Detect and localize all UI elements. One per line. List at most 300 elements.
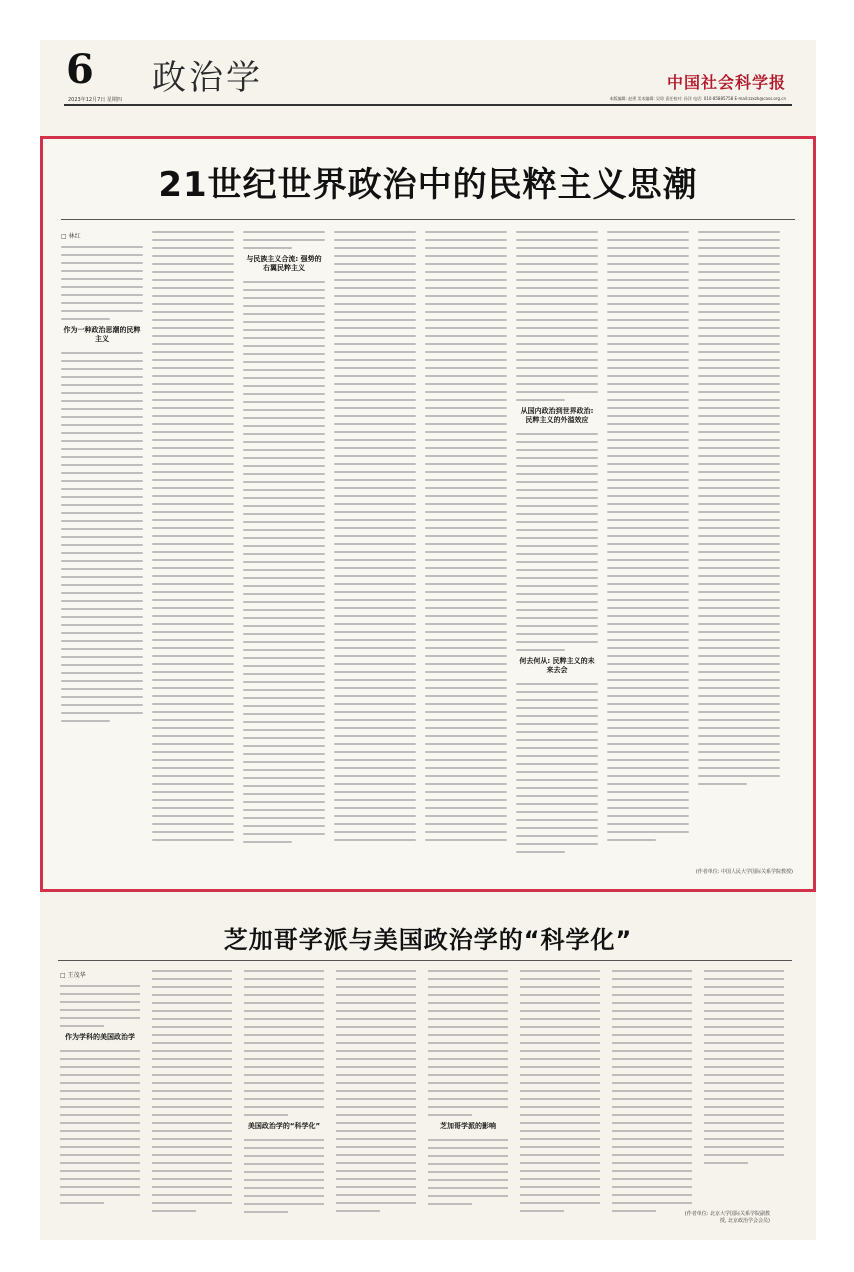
text-line	[243, 761, 325, 763]
text-line	[425, 239, 507, 241]
text-line	[334, 775, 416, 777]
text-line	[334, 575, 416, 577]
text-line	[152, 1178, 232, 1180]
text-line	[61, 472, 143, 474]
text-line	[60, 1017, 140, 1019]
text-line	[152, 711, 234, 713]
text-line	[336, 1106, 416, 1108]
text-line	[520, 1018, 600, 1020]
text-line	[152, 791, 234, 793]
text-line	[698, 495, 780, 497]
text-line	[334, 831, 416, 833]
text-line	[336, 978, 416, 980]
text-line	[243, 289, 325, 291]
text-line	[152, 759, 234, 761]
text-line	[612, 1130, 692, 1132]
text-line	[336, 1122, 416, 1124]
text-line	[698, 447, 780, 449]
text-line	[152, 1146, 232, 1148]
text-line	[516, 481, 598, 483]
text-line	[334, 407, 416, 409]
text-line	[152, 295, 234, 297]
text-line	[698, 407, 780, 409]
text-line	[607, 351, 689, 353]
text-line	[152, 994, 232, 996]
text-line	[425, 303, 507, 305]
text-line	[425, 495, 507, 497]
text-line	[61, 480, 143, 482]
text-line	[612, 1002, 692, 1004]
text-line	[704, 1130, 784, 1132]
text-line	[612, 1074, 692, 1076]
text-line	[334, 367, 416, 369]
text-line	[243, 297, 325, 299]
text-line	[336, 970, 416, 972]
text-line	[607, 551, 689, 553]
text-line	[520, 1090, 600, 1092]
text-line	[334, 335, 416, 337]
text-line	[516, 433, 598, 435]
text-line	[244, 1114, 288, 1116]
text-line	[334, 703, 416, 705]
text-line	[607, 279, 689, 281]
text-line	[698, 247, 780, 249]
text-line	[334, 455, 416, 457]
text-line	[152, 327, 234, 329]
text-line	[152, 559, 234, 561]
text-line	[243, 801, 325, 803]
article-columns	[60, 970, 800, 1230]
text-line	[61, 664, 143, 666]
text-line	[698, 751, 780, 753]
text-line	[152, 735, 234, 737]
text-line	[336, 1018, 416, 1020]
text-line	[520, 1026, 600, 1028]
text-column	[698, 231, 780, 851]
text-line	[336, 1082, 416, 1084]
text-line	[334, 231, 416, 233]
text-line	[152, 1202, 232, 1204]
text-line	[336, 1034, 416, 1036]
text-line	[243, 329, 325, 331]
text-line	[607, 359, 689, 361]
text-line	[698, 783, 747, 785]
text-line	[334, 647, 416, 649]
text-line	[516, 715, 598, 717]
text-line	[425, 511, 507, 513]
text-line	[152, 783, 234, 785]
text-line	[243, 497, 325, 499]
text-line	[152, 1058, 232, 1060]
text-line	[425, 479, 507, 481]
text-line	[244, 1203, 324, 1205]
text-line	[698, 375, 780, 377]
text-line	[516, 279, 598, 281]
text-line	[334, 239, 416, 241]
text-line	[425, 687, 507, 689]
text-line	[244, 1106, 324, 1108]
text-line	[607, 775, 689, 777]
text-line	[516, 617, 598, 619]
text-line	[607, 575, 689, 577]
text-line	[698, 671, 780, 673]
text-line	[698, 327, 780, 329]
text-line	[607, 479, 689, 481]
text-line	[698, 631, 780, 633]
text-line	[244, 1082, 324, 1084]
text-line	[244, 1090, 324, 1092]
text-line	[244, 1211, 288, 1213]
text-line	[698, 471, 780, 473]
text-line	[516, 561, 598, 563]
text-line	[243, 409, 325, 411]
text-line	[336, 1146, 416, 1148]
text-line	[152, 303, 234, 305]
text-line	[607, 751, 689, 753]
text-line	[334, 495, 416, 497]
text-line	[425, 375, 507, 377]
text-line	[334, 583, 416, 585]
text-line	[698, 399, 780, 401]
text-line	[334, 655, 416, 657]
text-line	[243, 481, 325, 483]
text-line	[520, 1186, 600, 1188]
text-line	[61, 368, 143, 370]
text-line	[607, 407, 689, 409]
text-line	[704, 1098, 784, 1100]
text-line	[152, 471, 234, 473]
text-line	[607, 519, 689, 521]
text-line	[243, 649, 325, 651]
text-line	[243, 369, 325, 371]
text-line	[152, 1042, 232, 1044]
text-line	[60, 1066, 140, 1068]
text-line	[516, 375, 598, 377]
text-line	[336, 1210, 380, 1212]
text-line	[334, 383, 416, 385]
text-line	[334, 631, 416, 633]
text-line	[244, 1066, 324, 1068]
text-line	[152, 359, 234, 361]
masthead-rule	[64, 104, 792, 106]
text-line	[60, 993, 140, 995]
text-line	[698, 479, 780, 481]
text-line	[607, 647, 689, 649]
text-line	[612, 1026, 692, 1028]
text-line	[243, 689, 325, 691]
text-line	[425, 639, 507, 641]
text-line	[698, 679, 780, 681]
text-line	[516, 351, 598, 353]
text-line	[61, 600, 143, 602]
text-line	[243, 817, 325, 819]
text-line	[425, 655, 507, 657]
text-line	[612, 1114, 692, 1116]
text-line	[428, 986, 508, 988]
text-line	[334, 447, 416, 449]
text-line	[425, 735, 507, 737]
text-line	[334, 799, 416, 801]
text-line	[336, 1130, 416, 1132]
text-column	[334, 231, 416, 851]
text-line	[334, 319, 416, 321]
text-line	[425, 231, 507, 233]
headline-rule	[58, 960, 792, 961]
text-line	[334, 839, 416, 841]
text-line	[698, 559, 780, 561]
text-line	[425, 831, 507, 833]
text-line	[334, 303, 416, 305]
text-line	[60, 1058, 140, 1060]
text-line	[152, 1050, 232, 1052]
text-line	[152, 1026, 232, 1028]
text-line	[425, 679, 507, 681]
text-line	[698, 511, 780, 513]
text-line	[334, 415, 416, 417]
text-column	[336, 970, 416, 1230]
text-line	[516, 359, 598, 361]
text-line	[336, 1026, 416, 1028]
text-line	[607, 735, 689, 737]
text-line	[428, 1139, 508, 1141]
text-line	[336, 1194, 416, 1196]
text-line	[152, 1186, 232, 1188]
text-line	[704, 1122, 784, 1124]
text-line	[334, 255, 416, 257]
text-line	[61, 648, 143, 650]
text-line	[607, 511, 689, 513]
text-line	[520, 1154, 600, 1156]
text-line	[425, 567, 507, 569]
text-line	[516, 835, 598, 837]
text-line	[244, 1074, 324, 1076]
text-line	[334, 663, 416, 665]
text-line	[61, 688, 143, 690]
text-line	[698, 351, 780, 353]
text-line	[698, 551, 780, 553]
text-line	[336, 994, 416, 996]
text-line	[334, 471, 416, 473]
text-line	[336, 1202, 416, 1204]
text-line	[244, 1195, 324, 1197]
text-line	[516, 779, 598, 781]
text-line	[61, 536, 143, 538]
text-line	[425, 487, 507, 489]
text-line	[425, 527, 507, 529]
text-line	[520, 1162, 600, 1164]
text-line	[516, 513, 598, 515]
text-line	[425, 263, 507, 265]
text-line	[607, 695, 689, 697]
text-line	[334, 743, 416, 745]
highlighted-article[interactable]	[40, 136, 816, 892]
text-line	[152, 978, 232, 980]
text-line	[425, 743, 507, 745]
text-line	[516, 691, 598, 693]
text-line	[334, 487, 416, 489]
text-line	[520, 1114, 600, 1116]
text-line	[152, 375, 234, 377]
text-line	[612, 1178, 692, 1180]
text-line	[152, 615, 234, 617]
text-line	[520, 1170, 600, 1172]
text-line	[425, 775, 507, 777]
text-line	[152, 551, 234, 553]
text-line	[334, 639, 416, 641]
text-line	[61, 488, 143, 490]
subhead: 芝加哥学派的影响	[440, 1122, 496, 1130]
text-line	[152, 335, 234, 337]
text-line	[336, 1058, 416, 1060]
text-line	[152, 1082, 232, 1084]
text-line	[60, 1025, 104, 1027]
text-line	[704, 1074, 784, 1076]
text-line	[704, 1034, 784, 1036]
text-line	[243, 601, 325, 603]
text-line	[334, 287, 416, 289]
text-line	[334, 559, 416, 561]
text-line	[61, 608, 143, 610]
text-line	[607, 799, 689, 801]
text-line	[612, 1170, 692, 1172]
text-line	[243, 377, 325, 379]
text-line	[243, 473, 325, 475]
text-line	[152, 1130, 232, 1132]
text-line	[607, 527, 689, 529]
text-line	[607, 487, 689, 489]
text-line	[520, 1066, 600, 1068]
text-line	[152, 775, 234, 777]
text-line	[428, 1163, 508, 1165]
text-line	[516, 771, 598, 773]
text-line	[698, 719, 780, 721]
text-line	[425, 503, 507, 505]
text-line	[612, 986, 692, 988]
text-line	[243, 345, 325, 347]
text-line	[704, 1066, 784, 1068]
text-line	[698, 639, 780, 641]
text-line	[516, 449, 598, 451]
text-line	[244, 1042, 324, 1044]
text-line	[607, 231, 689, 233]
text-line	[152, 351, 234, 353]
text-line	[334, 815, 416, 817]
text-line	[152, 503, 234, 505]
text-line	[520, 1194, 600, 1196]
text-line	[61, 464, 143, 466]
text-line	[425, 407, 507, 409]
text-line	[243, 433, 325, 435]
text-line	[152, 1034, 232, 1036]
text-line	[61, 696, 143, 698]
text-line	[516, 489, 598, 491]
text-line	[612, 1138, 692, 1140]
text-line	[61, 632, 143, 634]
text-line	[334, 527, 416, 529]
text-line	[243, 745, 325, 747]
text-column	[612, 970, 692, 1230]
text-line	[61, 528, 143, 530]
text-line	[152, 567, 234, 569]
text-line	[61, 310, 143, 312]
text-line	[60, 1138, 140, 1140]
text-line	[425, 623, 507, 625]
text-line	[61, 278, 143, 280]
text-line	[516, 473, 598, 475]
text-line	[516, 601, 598, 603]
text-line	[61, 360, 143, 362]
text-line	[243, 321, 325, 323]
text-line	[334, 519, 416, 521]
text-line	[607, 415, 689, 417]
editor-info: 本版编辑: 赵勇 美术编辑: 吴琼 责任校对: 孙洋 电话: 010-85885758 E-mail:zzxzk@cass.org.cn	[609, 96, 786, 101]
text-line	[152, 823, 234, 825]
text-line	[607, 271, 689, 273]
text-line	[336, 1050, 416, 1052]
text-line	[334, 263, 416, 265]
text-line	[607, 791, 689, 793]
text-line	[152, 831, 234, 833]
text-line	[607, 767, 689, 769]
text-line	[607, 423, 689, 425]
text-line	[152, 815, 234, 817]
text-line	[612, 1186, 692, 1188]
text-line	[244, 1098, 324, 1100]
text-line	[336, 1010, 416, 1012]
text-line	[516, 521, 598, 523]
text-line	[516, 577, 598, 579]
text-line	[704, 978, 784, 980]
text-line	[243, 537, 325, 539]
text-line	[61, 318, 110, 320]
text-line	[425, 711, 507, 713]
text-line	[425, 727, 507, 729]
text-line	[612, 1154, 692, 1156]
page-number: 6	[66, 46, 94, 93]
text-line	[61, 286, 143, 288]
text-line	[607, 343, 689, 345]
text-line	[425, 463, 507, 465]
text-line	[334, 359, 416, 361]
text-line	[334, 479, 416, 481]
text-line	[334, 599, 416, 601]
text-line	[152, 1194, 232, 1196]
text-line	[425, 799, 507, 801]
text-line	[516, 641, 598, 643]
text-line	[607, 535, 689, 537]
text-line	[152, 511, 234, 513]
text-line	[607, 559, 689, 561]
text-line	[336, 986, 416, 988]
text-line	[334, 543, 416, 545]
text-line	[60, 1162, 140, 1164]
text-line	[425, 767, 507, 769]
text-line	[698, 367, 780, 369]
text-line	[244, 1058, 324, 1060]
text-line	[428, 1058, 508, 1060]
text-line	[152, 391, 234, 393]
text-line	[704, 1058, 784, 1060]
text-line	[152, 1010, 232, 1012]
text-line	[516, 569, 598, 571]
text-line	[61, 576, 143, 578]
text-line	[60, 1186, 140, 1188]
text-line	[243, 713, 325, 715]
text-line	[425, 719, 507, 721]
text-line	[607, 375, 689, 377]
text-line	[336, 1138, 416, 1140]
text-line	[334, 327, 416, 329]
